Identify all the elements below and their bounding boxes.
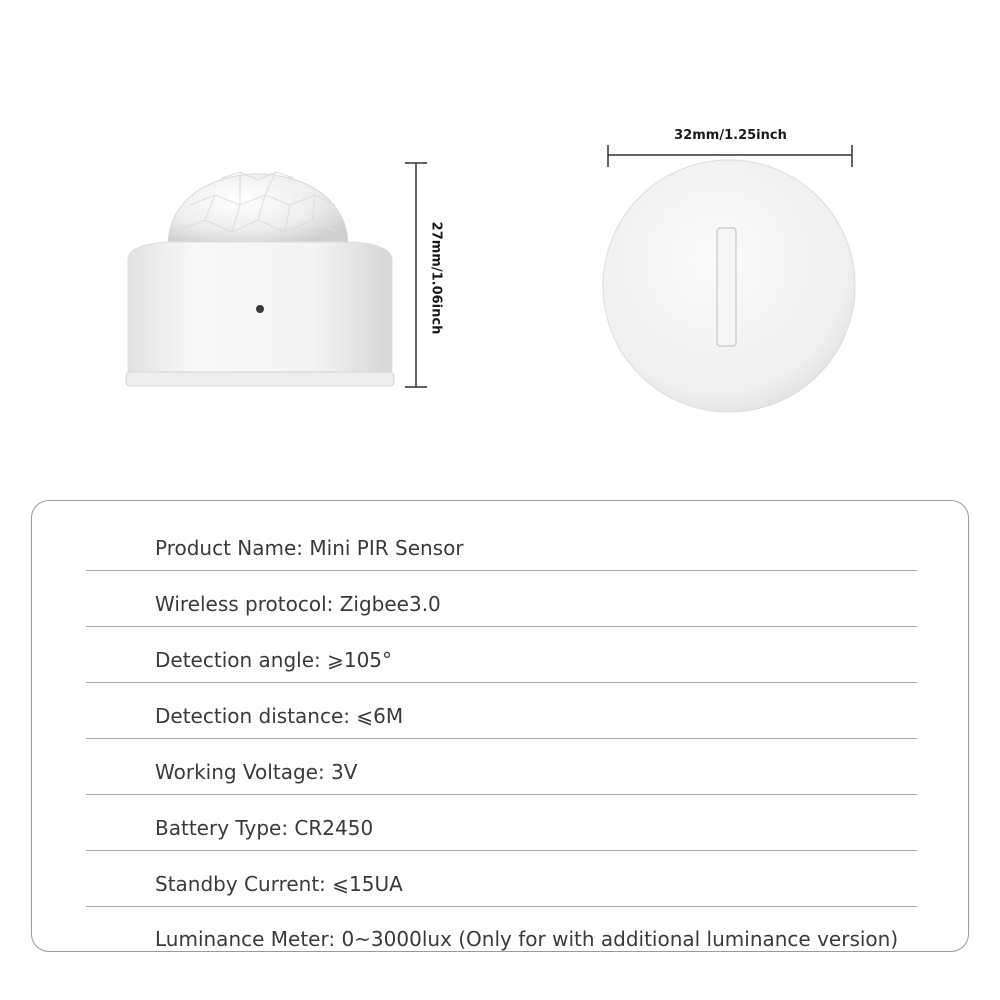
sensor-side-view bbox=[126, 172, 394, 386]
spec-row-wireless-protocol bbox=[86, 582, 917, 627]
product-images bbox=[0, 0, 1000, 480]
spec-row-luminance-meter bbox=[86, 917, 917, 961]
sensor-bottom-view bbox=[603, 160, 855, 412]
spec-text: Detection distance: ⩽6M bbox=[155, 704, 404, 728]
light-sensor-hole bbox=[256, 305, 264, 313]
spec-text: Luminance Meter: 0~3000lux (Only for with additional luminance version) bbox=[155, 927, 899, 951]
spec-text: Battery Type: CR2450 bbox=[155, 816, 374, 840]
spec-text: Detection angle: ⩾105° bbox=[155, 648, 393, 672]
product-illustration bbox=[0, 0, 1000, 480]
spec-text: Standby Current: ⩽15UA bbox=[155, 872, 403, 896]
width-dimension-label: 32mm/1.25inch bbox=[674, 128, 787, 143]
spec-row-working-voltage bbox=[86, 750, 917, 795]
spec-row-detection-angle bbox=[86, 638, 917, 683]
sensor-base bbox=[126, 372, 394, 386]
height-dimension-label: 27mm/1.06inch bbox=[428, 221, 444, 335]
mounting-slot bbox=[717, 228, 736, 346]
spec-text: Wireless protocol: Zigbee3.0 bbox=[155, 592, 441, 616]
height-dimension-line bbox=[405, 163, 427, 387]
spec-text: Working Voltage: 3V bbox=[155, 760, 358, 784]
pir-dome bbox=[168, 174, 348, 246]
spec-row-standby-current bbox=[86, 862, 917, 907]
spec-text: Product Name: Mini PIR Sensor bbox=[155, 536, 464, 560]
spec-row-product-name bbox=[86, 526, 917, 571]
spec-row-battery-type bbox=[86, 806, 917, 851]
spec-row-detection-distance bbox=[86, 694, 917, 739]
